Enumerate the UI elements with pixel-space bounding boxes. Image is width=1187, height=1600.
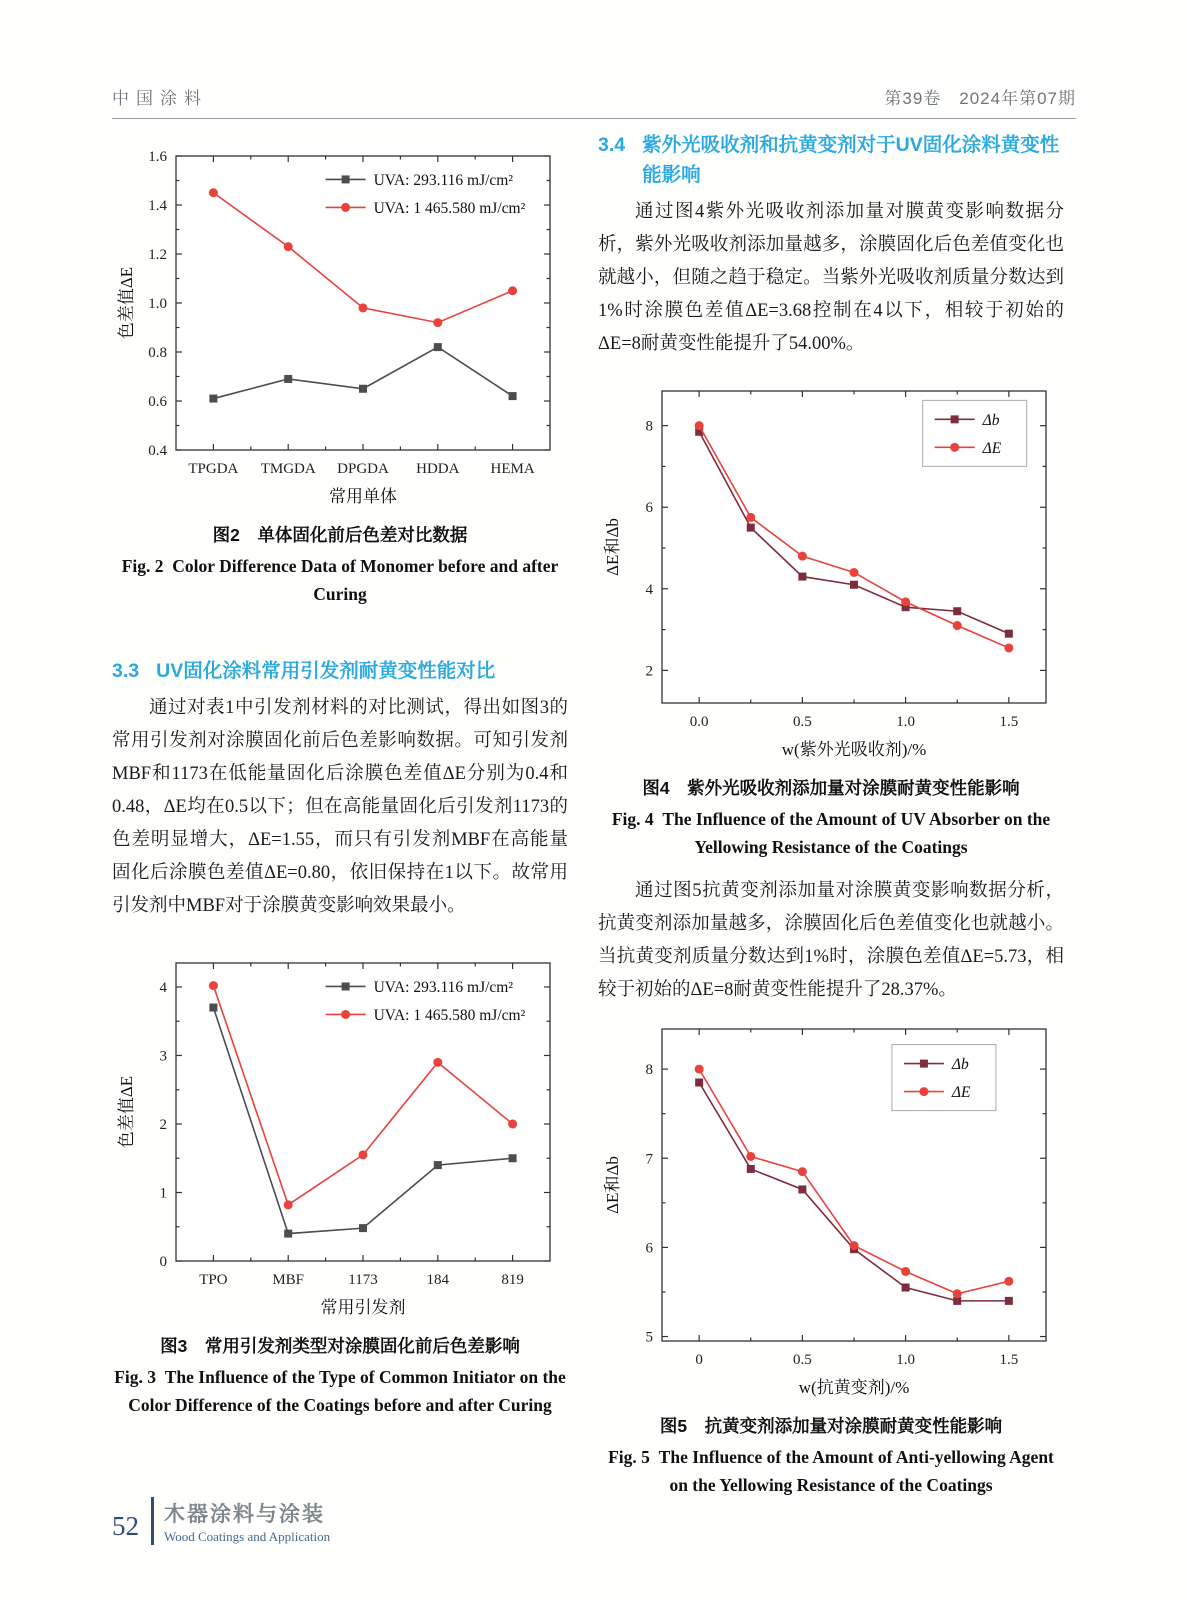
svg-text:184: 184: [426, 1272, 450, 1288]
svg-text:0.0: 0.0: [689, 714, 709, 730]
svg-text:1173: 1173: [348, 1272, 378, 1288]
svg-text:1: 1: [159, 1185, 167, 1202]
svg-text:TMGDA: TMGDA: [260, 461, 316, 477]
svg-text:4: 4: [159, 979, 167, 996]
svg-text:1.0: 1.0: [896, 714, 915, 730]
svg-text:1.2: 1.2: [148, 247, 167, 263]
issue-info: 第39卷 2024年第07期: [884, 89, 1076, 108]
svg-text:UVA: 293.116 mJ/cm²: UVA: 293.116 mJ/cm²: [373, 978, 514, 996]
svg-text:1.5: 1.5: [999, 714, 1019, 730]
figure-5: [598, 1015, 1064, 1499]
svg-text:色差值ΔE: 色差值ΔE: [117, 266, 136, 340]
figure2-caption-en: Fig. 2 Color Difference Data of Monomer before and after Curing: [121, 556, 563, 604]
figure-3: [112, 949, 571, 1419]
figure3-caption-en: Fig. 3 The Influence of the Type of Common Initiator on the Color Difference of the Coatings before and after Curing: [114, 1367, 571, 1415]
section-3-4-heading: [598, 130, 1064, 190]
svg-text:UVA: 1 465.580 mJ/cm²: UVA: 1 465.580 mJ/cm²: [373, 199, 526, 217]
svg-text:常用单体: 常用单体: [329, 487, 397, 506]
svg-text:1.0: 1.0: [896, 1352, 915, 1368]
svg-text:5: 5: [645, 1329, 653, 1346]
svg-text:0.5: 0.5: [793, 714, 812, 730]
journal-name: 中国涂料: [112, 89, 208, 108]
svg-text:3: 3: [159, 1048, 167, 1065]
svg-text:1.0: 1.0: [148, 296, 167, 312]
footer-column-block: [164, 1498, 330, 1545]
footer-column-en: Wood Coatings and Application: [164, 1528, 331, 1544]
svg-text:6: 6: [645, 500, 653, 517]
page-header: [112, 84, 1076, 119]
svg-text:ΔE和Δb: ΔE和Δb: [603, 518, 622, 576]
svg-text:0: 0: [159, 1254, 167, 1270]
svg-text:0: 0: [695, 1352, 703, 1368]
svg-text:0.6: 0.6: [148, 394, 167, 410]
svg-text:1.5: 1.5: [999, 1352, 1019, 1368]
footer-divider: [151, 1497, 154, 1545]
svg-text:Δb: Δb: [951, 1056, 969, 1074]
svg-text:1.4: 1.4: [148, 198, 167, 214]
figure5-intro-paragraph: 通过图5抗黄变剂添加量对涂膜黄变影响数据分析，抗黄变剂添加量越多，涂膜固化后色差值变化也就越小。当抗黄变剂质量分数达到1%时，涂膜色差值ΔE=5.73，相较于初始的ΔE=8耐黄变性能提升了28.37%。: [598, 881, 1064, 1000]
page-number: 52: [112, 1510, 139, 1541]
svg-text:色差值ΔE: 色差值ΔE: [117, 1075, 136, 1149]
right-column: [598, 130, 1064, 1499]
figure5-caption-cn: 图5 抗黄变剂添加量对涂膜耐黄变性能影响: [659, 1416, 1003, 1436]
svg-text:ΔE和Δb: ΔE和Δb: [603, 1156, 622, 1214]
svg-text:7: 7: [645, 1151, 653, 1168]
section-3-3-title: UV固化涂料常用引发剂耐黄变性能对比: [156, 660, 496, 682]
svg-text:8: 8: [645, 1062, 653, 1079]
figure3-caption-cn: 图3 常用引发剂类型对涂膜固化前后色差影响: [160, 1336, 520, 1356]
svg-text:UVA: 1 465.580 mJ/cm²: UVA: 1 465.580 mJ/cm²: [373, 1006, 526, 1024]
page-footer: [112, 1497, 330, 1545]
svg-text:w(抗黄变剂)/%: w(抗黄变剂)/%: [798, 1378, 910, 1397]
svg-text:4: 4: [645, 581, 653, 598]
section-3-4-title: 紫外光吸收剂和抗黄变剂对于UV固化涂料黄变性能影响: [642, 134, 1060, 186]
svg-text:常用引发剂: 常用引发剂: [320, 1298, 406, 1317]
figure-4: [598, 377, 1064, 861]
svg-text:0.4: 0.4: [148, 443, 167, 459]
section-3-4-body: 通过图4紫外光吸收剂添加量对膜黄变影响数据分析，紫外光吸收剂添加量越多，涂膜固化后色差值变化也就越小，但随之趋于稳定。当紫外光吸收剂质量分数达到1%时涂膜色差值ΔE=3.68控制在4以下，相较于初始的ΔE=8耐黄变性能提升了54.00%。: [598, 202, 1064, 354]
figure2-caption-cn: 图2 单体固化前后色差对比数据: [212, 525, 468, 545]
svg-text:819: 819: [501, 1272, 524, 1288]
section-3-3-heading: [112, 656, 568, 686]
svg-text:HEMA: HEMA: [490, 461, 535, 477]
svg-text:ΔE: ΔE: [982, 439, 1002, 457]
section-3-3-body: 通过对表1中引发剂材料的对比测试，得出如图3的常用引发剂对涂膜固化前后色差影响数据。可知引发剂MBF和1173在低能量固化后涂膜色差值ΔE分别为0.4和0.48，ΔE均在0.5以下；但在高能量固化后引发剂1173的色差明显增大，ΔE=1.55，而只有引发剂MBF在高能量固化后涂膜色差值ΔE=0.80，依旧保持在1以下。故常用引发剂中MBF对于涂膜黄变影响效果最小。: [112, 698, 568, 916]
footer-column-cn: 木器涂料与涂装: [164, 1502, 325, 1526]
svg-text:w(紫外光吸收剂)/%: w(紫外光吸收剂)/%: [781, 740, 927, 759]
svg-text:MBF: MBF: [272, 1272, 305, 1288]
svg-text:2: 2: [159, 1116, 167, 1133]
figure5-caption-en: Fig. 5 The Influence of the Amount of Anti-yellowing Agent on the Yellowing Resistance of the Coatings: [608, 1447, 1059, 1495]
svg-text:8: 8: [645, 418, 653, 435]
figure2-chart: [114, 142, 566, 514]
svg-text:Δb: Δb: [982, 411, 1000, 429]
svg-text:DPGDA: DPGDA: [337, 461, 389, 477]
svg-text:0.5: 0.5: [793, 1352, 812, 1368]
figure4-caption-cn: 图4 紫外光吸收剂添加量对涂膜耐黄变性能影响: [642, 778, 1020, 798]
svg-text:TPO: TPO: [199, 1272, 228, 1288]
svg-text:TPGDA: TPGDA: [188, 461, 239, 477]
figure4-chart: [600, 377, 1062, 767]
figure3-chart: [114, 949, 566, 1325]
svg-text:1.6: 1.6: [148, 149, 167, 165]
svg-text:HDDA: HDDA: [416, 461, 460, 477]
figure-2: [112, 142, 568, 608]
svg-text:0.8: 0.8: [148, 345, 167, 361]
section-3-4-number: 3.4: [598, 134, 626, 156]
svg-text:UVA: 293.116 mJ/cm²: UVA: 293.116 mJ/cm²: [373, 171, 514, 189]
svg-text:ΔE: ΔE: [951, 1084, 971, 1102]
svg-text:2: 2: [645, 663, 653, 680]
figure5-chart: [600, 1015, 1062, 1405]
left-column: [112, 142, 571, 1419]
svg-text:6: 6: [645, 1240, 653, 1257]
figure4-caption-en: Fig. 4 The Influence of the Amount of UV Absorber on the Yellowing Resistance of the Coatings: [611, 809, 1054, 857]
section-3-3-number: 3.3: [112, 660, 140, 682]
